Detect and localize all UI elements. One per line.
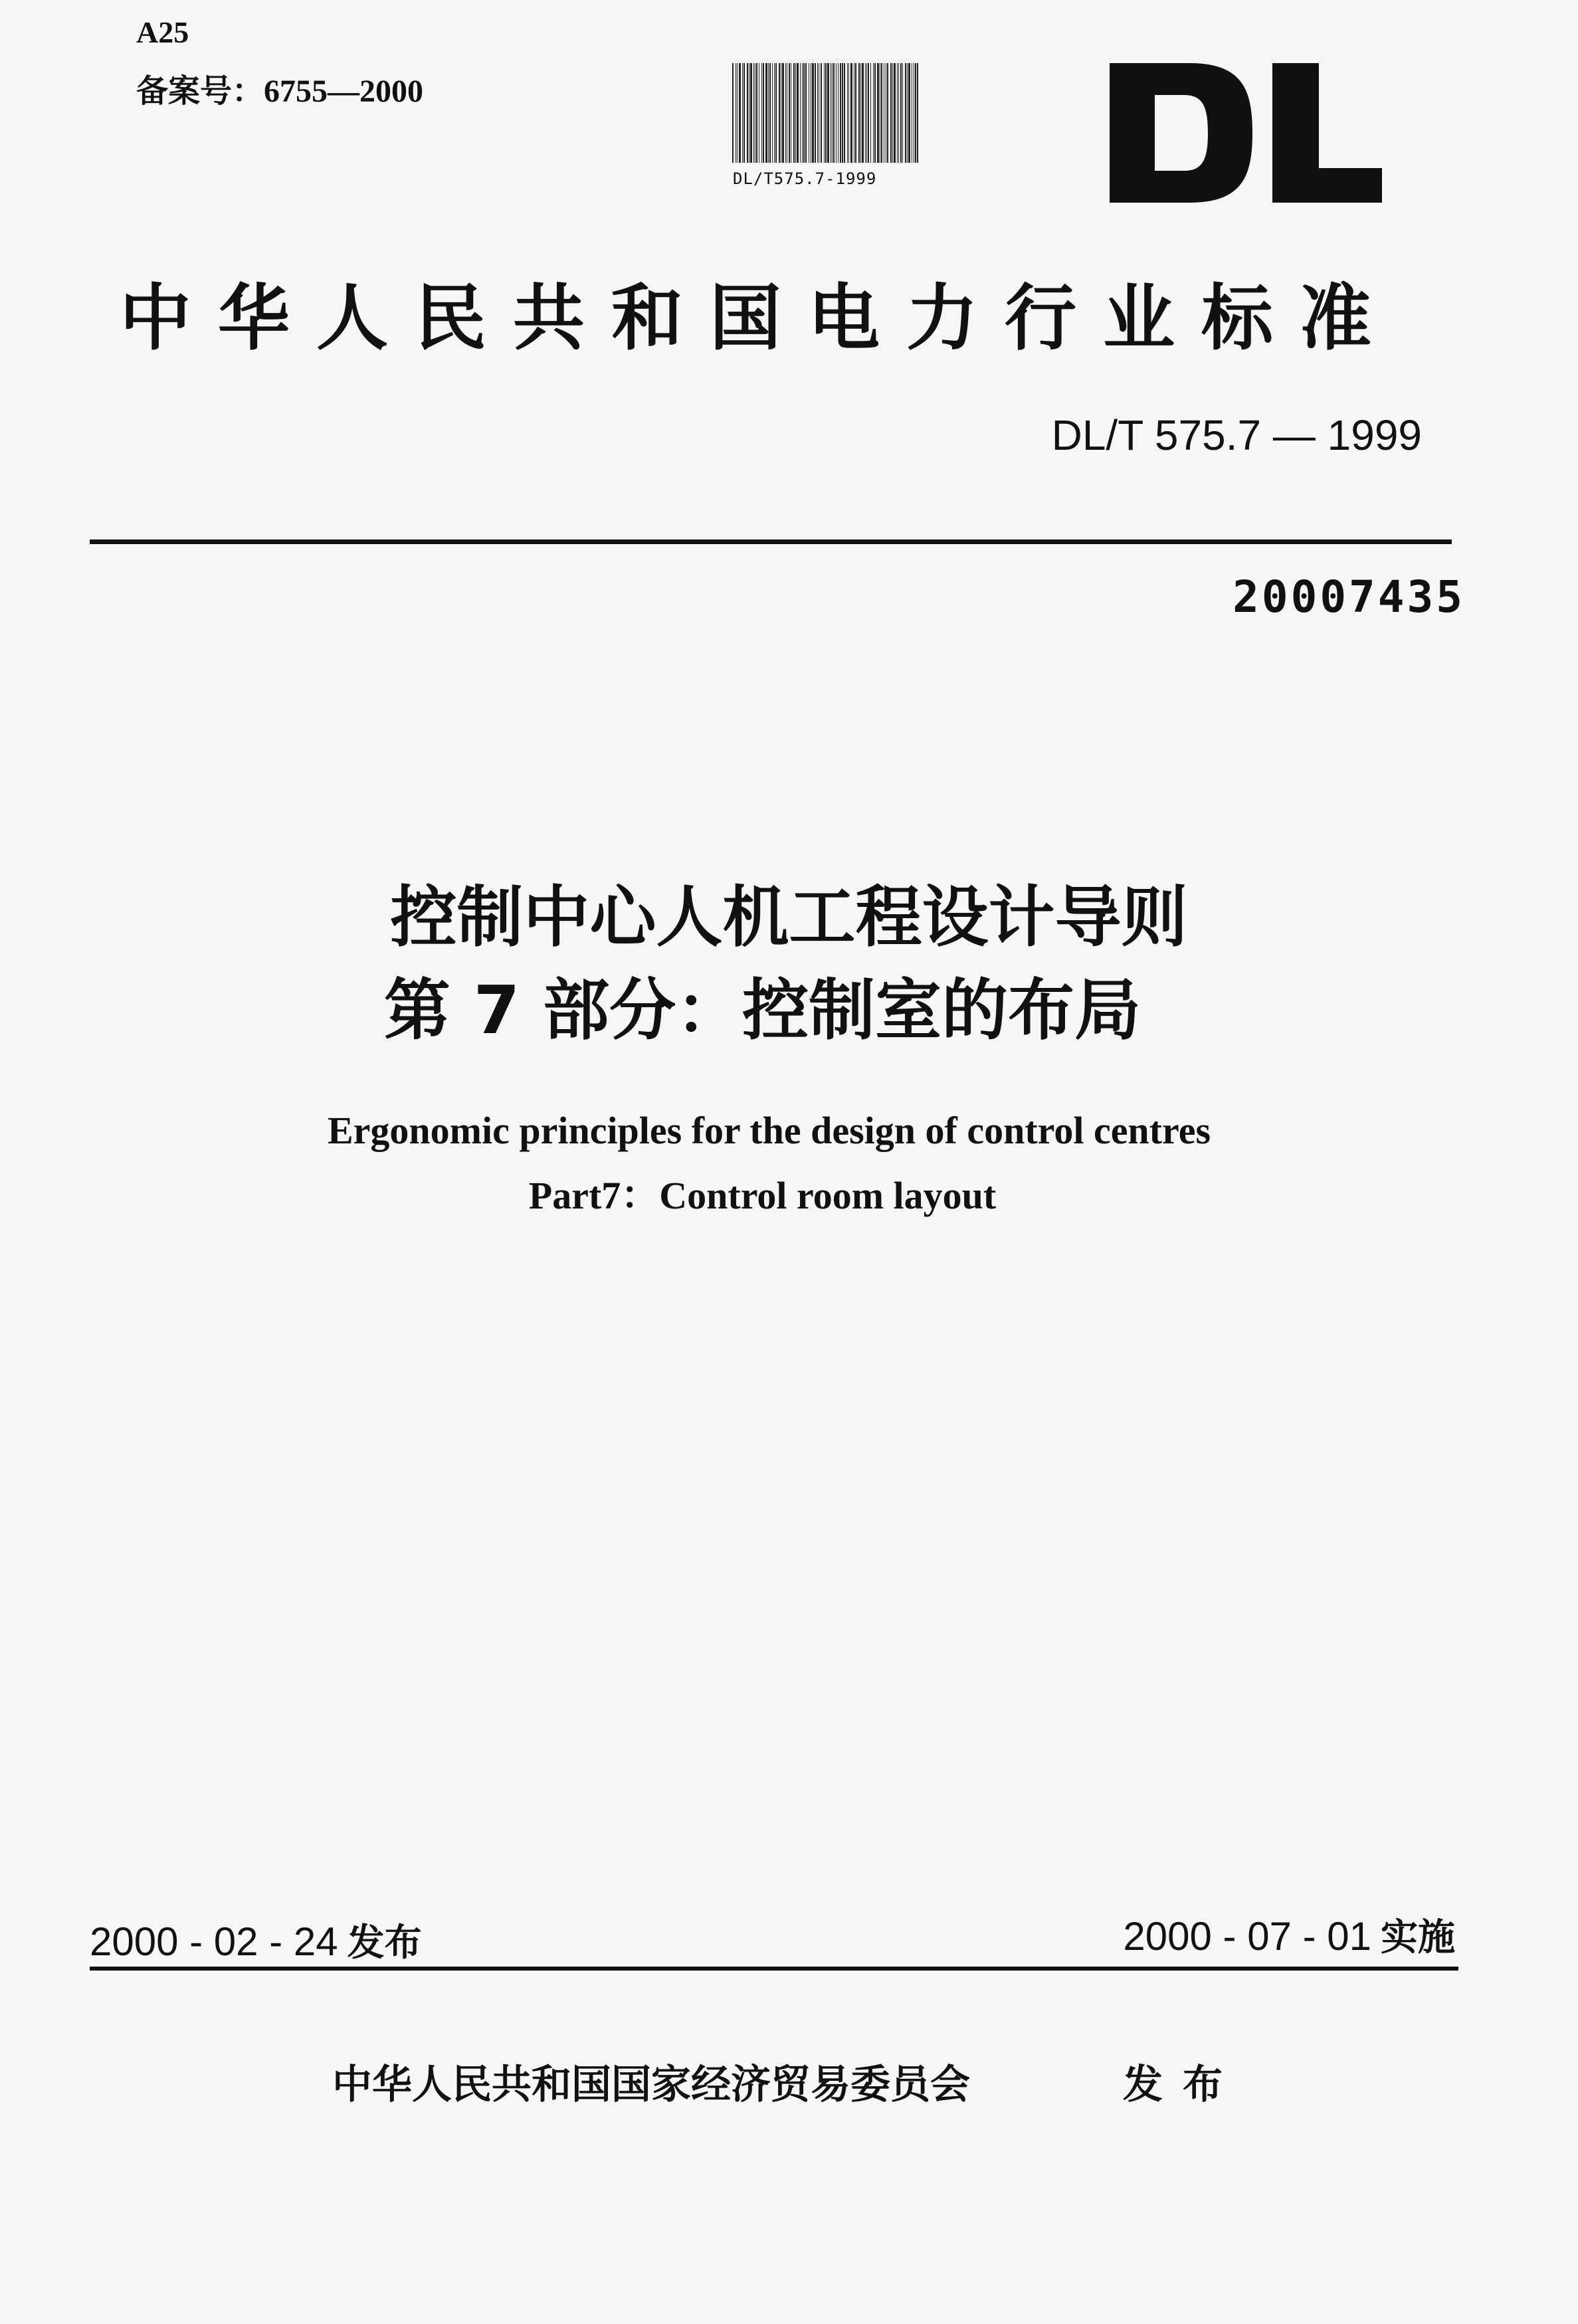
barcode-bar <box>862 63 864 163</box>
barcode-bar <box>900 63 902 163</box>
barcode-bar <box>908 63 910 163</box>
barcode-bar <box>742 63 743 163</box>
barcode-bar <box>866 63 867 163</box>
barcode-bar <box>868 63 869 163</box>
classification-code: A25 <box>136 15 189 49</box>
barcode-bar <box>763 63 764 163</box>
barcode-bar <box>860 63 861 163</box>
barcode-bar <box>836 63 837 163</box>
barcode-bar <box>824 63 825 163</box>
barcode <box>731 63 924 183</box>
barcode-bar <box>881 63 882 163</box>
barcode-bar <box>774 63 775 163</box>
barcode-bar <box>842 63 843 163</box>
barcode-bar <box>821 63 822 163</box>
barcode-bar <box>739 63 741 163</box>
barcode-bar <box>793 63 795 163</box>
barcode-bar <box>865 63 866 163</box>
barcode-bar <box>833 63 835 163</box>
barcode-bar <box>761 63 762 163</box>
barcode-bar <box>753 63 754 163</box>
barcode-bar <box>747 63 748 163</box>
barcode-bar <box>887 63 888 163</box>
title-english-line2: Part7：Control room layout <box>528 1174 997 1217</box>
barcode-bar <box>785 63 786 163</box>
barcode-bar <box>848 63 849 163</box>
serial-number: 20007435 <box>1233 571 1465 623</box>
publisher-name: 中华人民共和国国家经济贸易委员会 <box>332 2062 970 2108</box>
barcode-bar <box>803 63 805 163</box>
barcode-bar <box>844 63 845 163</box>
barcode-bar <box>769 63 771 163</box>
implement-date-block <box>1123 1908 1455 1961</box>
standard-number: DL/T 575.7 — 1999 <box>1051 411 1422 459</box>
barcode-bar <box>743 63 745 163</box>
barcode-bar <box>768 63 769 163</box>
barcode-bar <box>840 63 841 163</box>
barcode-bar <box>915 63 916 163</box>
barcode-bar <box>772 63 773 163</box>
barcode-number: DL/T575.7-1999 <box>733 169 877 188</box>
implement-date: 2000 - 07 - 01 <box>1123 1914 1371 1959</box>
barcode-bar <box>850 63 852 163</box>
filing-number: 备案号：6755—2000 <box>136 74 424 109</box>
barcode-bar <box>732 63 734 163</box>
barcode-bar <box>894 63 896 163</box>
barcode-bar <box>858 63 860 163</box>
barcode-bar <box>907 63 908 163</box>
barcode-bar <box>737 63 738 163</box>
barcode-bar <box>802 63 803 163</box>
barcode-bar <box>897 63 898 163</box>
barcode-bar <box>917 63 918 163</box>
publisher-action: 发布 <box>1123 2062 1242 2108</box>
barcode-bar <box>870 63 871 163</box>
barcode-bar <box>756 63 757 163</box>
title-chinese-line2: 第 7 部分：控制室的布局 <box>383 971 1141 1049</box>
barcode-bar <box>847 63 848 163</box>
standard-category-title: 中华人民共和国电力行业标准 <box>120 277 1399 360</box>
dl-logo <box>1110 63 1382 203</box>
barcode-bar <box>782 63 784 163</box>
barcode-bar <box>800 63 801 163</box>
barcode-bar <box>874 63 876 163</box>
barcode-bar <box>775 63 777 163</box>
implement-label: 实施 <box>1381 1916 1455 1959</box>
barcode-bar <box>892 63 893 163</box>
barcode-bar <box>812 63 814 163</box>
barcode-bar <box>805 63 807 163</box>
barcode-bar <box>795 63 796 163</box>
barcode-bar <box>779 63 780 163</box>
barcode-bar <box>815 63 816 163</box>
title-chinese-line1: 控制中心人机工程设计导则 <box>390 878 1188 956</box>
barcode-bar <box>817 63 818 163</box>
barcode-bar <box>855 63 856 163</box>
footer-divider <box>90 1967 1458 1971</box>
barcode-bar <box>825 63 827 163</box>
title-english-line1: Ergonomic principles for the design of control centres <box>327 1109 1211 1152</box>
barcode-bar <box>765 63 767 163</box>
barcode-bar <box>827 63 829 163</box>
barcode-bar <box>902 63 903 163</box>
barcode-bar <box>873 63 874 163</box>
barcode-bar <box>877 63 879 163</box>
barcode-bar <box>832 63 833 163</box>
issue-date: 2000 - 02 - 24 <box>90 1919 338 1964</box>
barcode-bar <box>905 63 906 163</box>
issue-label: 发布 <box>347 1921 422 1965</box>
issue-date-block <box>90 1913 422 1967</box>
barcode-bar <box>789 63 790 163</box>
header-divider <box>90 539 1452 544</box>
barcode-bar <box>898 63 899 163</box>
barcode-bar <box>797 63 799 163</box>
barcode-bar <box>890 63 892 163</box>
barcode-bar <box>750 63 752 163</box>
